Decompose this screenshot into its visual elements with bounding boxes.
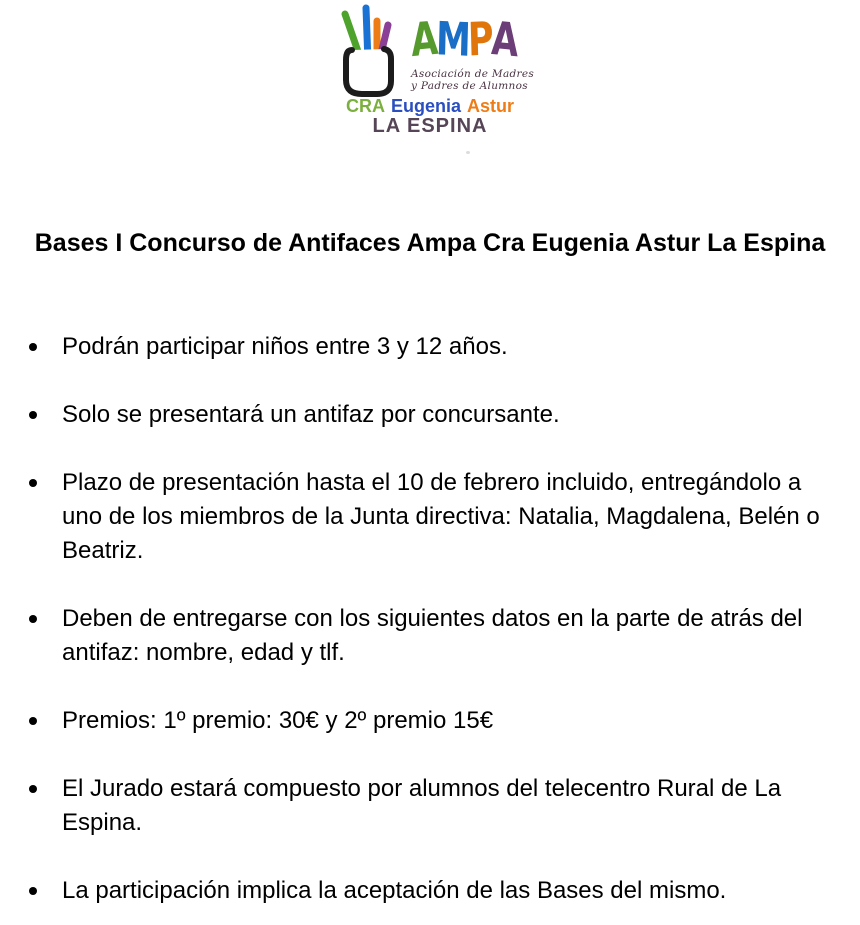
school-word-eugenia: Eugenia <box>390 96 461 116</box>
ampa-wordmark <box>409 10 518 68</box>
rule-item <box>28 398 834 432</box>
logo-wordmark-block <box>409 4 535 92</box>
ampa-subtitle <box>411 68 535 92</box>
rule-text: Podrán participar niños entre 3 y 12 años. <box>62 333 508 360</box>
ampa-logo <box>0 0 860 137</box>
rule-text: Plazo de presentación hasta el 10 de febrero incluido, entregándolo a uno de los miembros de la Junta directiva: Natalia, Magdalena, Belén o Beatriz. <box>62 469 820 564</box>
rule-text: Deben de entregarse con los siguientes datos en la parte de atrás del antifaz: nombre, edad y tlf. <box>62 605 803 666</box>
rule-item <box>28 874 834 908</box>
school-word-cra: CRA <box>345 96 385 116</box>
bullet-dot <box>29 785 37 793</box>
rule-text: Solo se presentará un antifaz por concursante. <box>62 401 560 428</box>
ampa-letter: M <box>435 11 470 67</box>
bullet-dot <box>29 717 37 725</box>
logo-top-row <box>337 4 535 97</box>
bullet-dot <box>29 615 37 623</box>
rule-text: Premios: 1º premio: 30€ y 2º premio 15€ <box>62 707 494 734</box>
bullet-dot <box>29 479 37 487</box>
scan-speck <box>466 151 470 154</box>
location-name: LA ESPINA <box>372 115 488 137</box>
ampa-letter: A <box>490 10 518 68</box>
rule-text: La participación implica la aceptación de las Bases del mismo. <box>62 877 727 904</box>
rule-item <box>28 330 834 364</box>
school-name <box>343 97 517 116</box>
rule-item <box>28 704 834 738</box>
ampa-letter: P <box>467 11 493 67</box>
ampa-subtitle-line2: y Padres de Alumnos <box>411 80 528 92</box>
page-title: Bases I Concurso de Antifaces Ampa Cra Eugenia Astur La Espina <box>34 229 826 257</box>
rule-item <box>28 772 834 840</box>
rule-item <box>28 602 834 670</box>
ampa-subtitle-line1: Asociación de Madres <box>411 68 535 80</box>
rule-text: El Jurado estará compuesto por alumnos del telecentro Rural de La Espina. <box>62 775 782 836</box>
bullet-dot <box>29 887 37 895</box>
ampa-letter: A <box>409 10 438 68</box>
rule-item <box>28 466 834 568</box>
pencil-cup-icon <box>337 4 399 97</box>
bullet-dot <box>29 343 37 351</box>
rules-list <box>28 330 834 908</box>
school-word-astur: Astur <box>467 96 515 116</box>
bullet-dot <box>29 411 37 419</box>
